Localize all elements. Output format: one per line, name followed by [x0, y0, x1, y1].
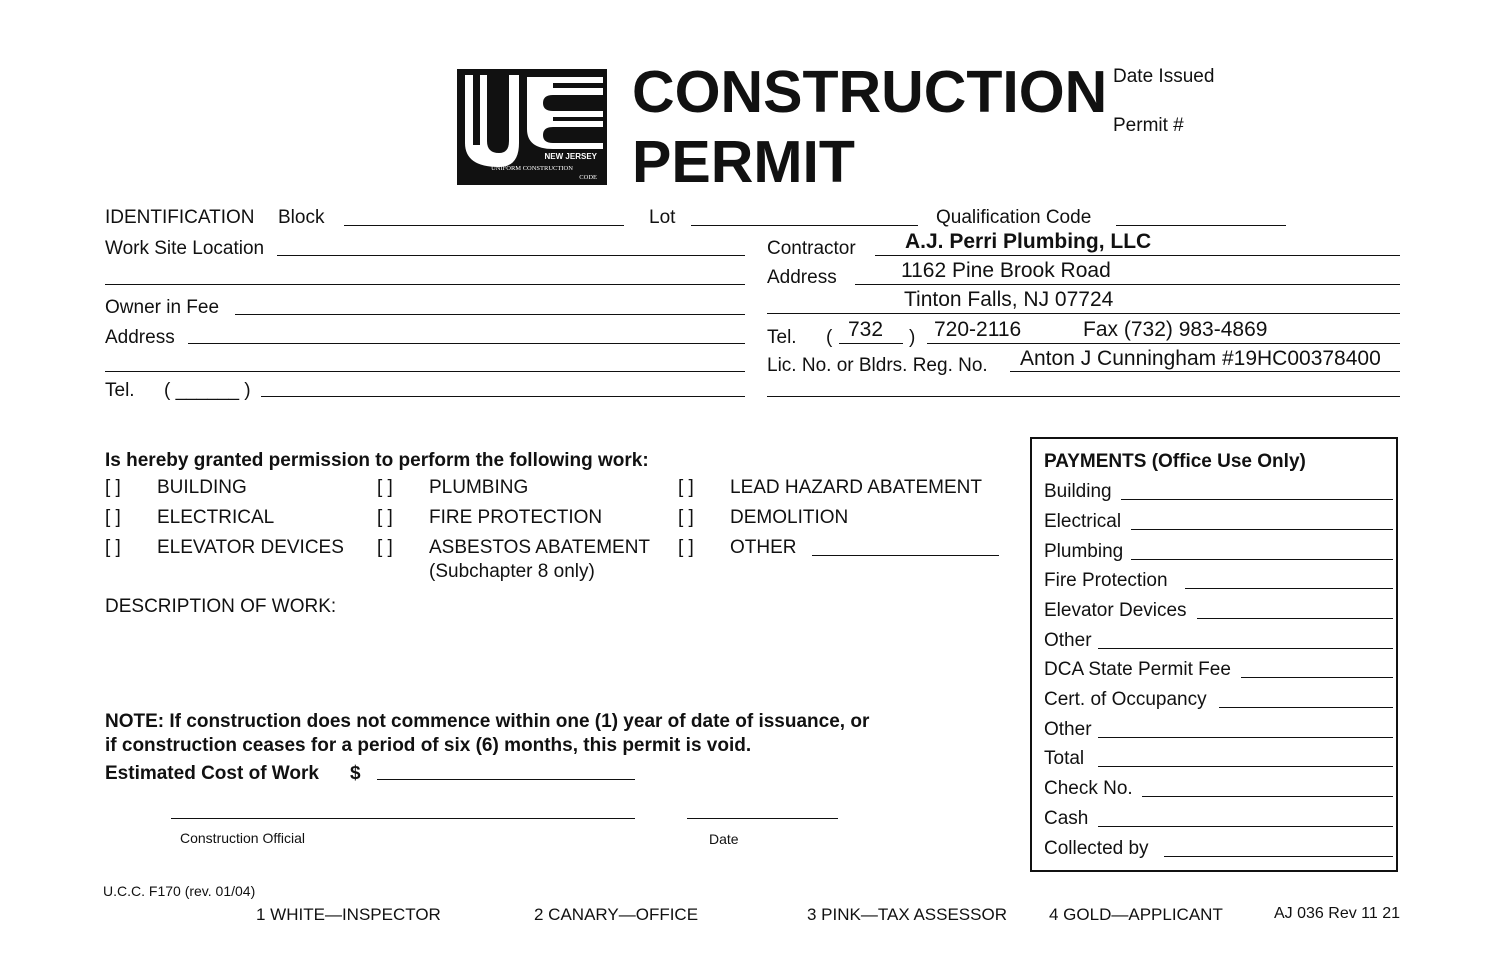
payment-dca-fee-field[interactable]	[1241, 677, 1393, 678]
payment-elevator-field[interactable]	[1197, 618, 1393, 619]
payment-cash-label: Cash	[1044, 808, 1089, 829]
owner-in-fee-field[interactable]	[235, 314, 745, 315]
date-issued-label: Date Issued	[1113, 66, 1215, 87]
contractor-tel-label: Tel.	[767, 327, 797, 348]
payment-fire-protection-label: Fire Protection	[1044, 570, 1168, 591]
signature-date-line[interactable]	[687, 818, 838, 819]
contractor-address-field[interactable]	[855, 284, 1400, 285]
payment-other-label: Other	[1044, 630, 1092, 651]
estimated-cost-field[interactable]	[377, 779, 635, 780]
contractor-extra-field[interactable]	[767, 396, 1400, 397]
contractor-address-label: Address	[767, 267, 837, 288]
contractor-field[interactable]	[875, 255, 1400, 256]
contractor-area-code-field[interactable]	[839, 343, 903, 344]
contractor-name: A.J. Perri Plumbing, LLC	[905, 230, 1152, 253]
payment-electrical-label: Electrical	[1044, 511, 1122, 532]
payment-collected-by-field[interactable]	[1164, 856, 1393, 857]
work-electrical-label: ELECTRICAL	[157, 507, 275, 528]
owner-tel-area: ( ______ )	[164, 380, 251, 401]
owner-address-field[interactable]	[188, 343, 745, 344]
granted-permission-text: Is hereby granted permission to perform the following work:	[105, 450, 649, 471]
checkbox-plumbing[interactable]: [ ]	[377, 477, 393, 498]
title-line-2: PERMIT	[632, 129, 855, 195]
checkbox-building[interactable]: [ ]	[105, 477, 121, 498]
work-other-field[interactable]	[812, 555, 999, 556]
block-field[interactable]	[344, 225, 624, 226]
work-lead-label: LEAD HAZARD ABATEMENT	[730, 477, 982, 498]
payment-elevator-label: Elevator Devices	[1044, 600, 1187, 621]
work-asbestos-label: ASBESTOS ABATEMENT	[429, 537, 651, 558]
checkbox-lead[interactable]: [ ]	[678, 477, 694, 498]
ucc-logo-graphic	[457, 69, 607, 185]
revision-code: AJ 036 Rev 11 21	[1274, 905, 1401, 922]
checkbox-fire-protection[interactable]: [ ]	[377, 507, 393, 528]
note-line-1: NOTE: If construction does not commence within one (1) year of date of issuance, or	[105, 711, 870, 732]
contractor-area-code: 732	[848, 318, 884, 341]
qualification-code-field[interactable]	[1116, 225, 1286, 226]
construction-official-signature-line[interactable]	[171, 818, 635, 819]
payment-other-2-label: Other	[1044, 719, 1092, 740]
owner-tel-label: Tel.	[105, 380, 135, 401]
contractor-phone-field[interactable]	[927, 343, 1400, 344]
logo-text-nj: NEW JERSEY	[544, 152, 597, 161]
checkbox-asbestos[interactable]: [ ]	[377, 537, 393, 558]
payment-check-no-field[interactable]	[1142, 796, 1393, 797]
description-of-work-label: DESCRIPTION OF WORK:	[105, 596, 337, 617]
ucc-logo	[457, 69, 607, 185]
estimated-cost-label: Estimated Cost of Work	[105, 763, 319, 784]
payment-other-2-field[interactable]	[1098, 737, 1393, 738]
license-label: Lic. No. or Bldrs. Reg. No.	[767, 355, 988, 376]
logo-text-ucc: UNIFORM CONSTRUCTION	[491, 165, 573, 172]
work-plumbing-label: PLUMBING	[429, 477, 529, 498]
payment-plumbing-label: Plumbing	[1044, 541, 1124, 562]
payment-total-label: Total	[1044, 748, 1085, 769]
work-fire-protection-label: FIRE PROTECTION	[429, 507, 603, 528]
license-value: Anton J Cunningham #19HC00378400	[1020, 347, 1381, 370]
form-number: U.C.C. F170 (rev. 01/04)	[103, 883, 256, 899]
contractor-address-1: 1162 Pine Brook Road	[901, 259, 1111, 282]
payment-check-no-label: Check No.	[1044, 778, 1133, 799]
checkbox-elevator[interactable]: [ ]	[105, 537, 121, 558]
lot-field[interactable]	[691, 225, 918, 226]
payment-electrical-field[interactable]	[1131, 529, 1393, 530]
owner-address-field-2[interactable]	[105, 371, 745, 372]
tel-paren-close: )	[909, 327, 916, 348]
checkbox-other[interactable]: [ ]	[678, 537, 694, 558]
payments-title: PAYMENTS (Office Use Only)	[1044, 451, 1306, 472]
permit-number-label: Permit #	[1113, 115, 1184, 136]
note-line-2: if construction ceases for a period of six (6) months, this permit is void.	[105, 735, 752, 756]
title-line-1: CONSTRUCTION	[632, 59, 1108, 125]
work-elevator-label: ELEVATOR DEVICES	[157, 537, 344, 558]
payment-other-field[interactable]	[1098, 648, 1393, 649]
payment-plumbing-field[interactable]	[1131, 559, 1393, 560]
payment-dca-fee-label: DCA State Permit Fee	[1044, 659, 1231, 680]
work-demolition-label: DEMOLITION	[730, 507, 849, 528]
contractor-phone: 720-2116	[934, 318, 1022, 341]
copy-pink-tax-assessor: 3 PINK—TAX ASSESSOR	[807, 905, 1007, 924]
payment-cert-occupancy-field[interactable]	[1219, 707, 1393, 708]
tel-paren-open: (	[826, 327, 833, 348]
work-site-location-label: Work Site Location	[105, 238, 265, 259]
construction-official-label: Construction Official	[180, 830, 306, 846]
contractor-address-field-2[interactable]	[767, 313, 1400, 314]
work-other-label: OTHER	[730, 537, 797, 558]
contractor-fax: Fax (732) 983-4869	[1083, 318, 1268, 341]
work-site-location-field[interactable]	[277, 255, 745, 256]
logo-text-code: CODE	[579, 174, 597, 181]
owner-in-fee-label: Owner in Fee	[105, 297, 220, 318]
signature-date-label: Date	[709, 831, 739, 847]
contractor-label: Contractor	[767, 238, 856, 259]
payment-total-field[interactable]	[1098, 766, 1393, 767]
contractor-address-2: Tinton Falls, NJ 07724	[904, 288, 1114, 311]
payment-cert-occupancy-label: Cert. of Occupancy	[1044, 689, 1207, 710]
copy-gold-applicant: 4 GOLD—APPLICANT	[1049, 905, 1223, 924]
dollar-sign: $	[350, 763, 361, 784]
payment-building-label: Building	[1044, 481, 1112, 502]
payment-collected-by-label: Collected by	[1044, 838, 1149, 859]
checkbox-demolition[interactable]: [ ]	[678, 507, 694, 528]
license-field[interactable]	[1010, 371, 1400, 372]
identification-label: IDENTIFICATION	[105, 207, 255, 228]
payment-fire-protection-field[interactable]	[1185, 588, 1393, 589]
owner-address-label: Address	[105, 327, 175, 348]
payment-building-field[interactable]	[1121, 499, 1393, 500]
block-label: Block	[278, 207, 325, 228]
work-site-location-field-2[interactable]	[105, 284, 745, 285]
lot-label: Lot	[649, 207, 676, 228]
qualification-code-label: Qualification Code	[936, 207, 1092, 228]
copy-canary-office: 2 CANARY—OFFICE	[534, 905, 699, 924]
owner-tel-field[interactable]	[261, 396, 745, 397]
work-building-label: BUILDING	[157, 477, 247, 498]
asbestos-note: (Subchapter 8 only)	[429, 561, 595, 582]
copy-white-inspector: 1 WHITE—INSPECTOR	[256, 905, 441, 924]
checkbox-electrical[interactable]: [ ]	[105, 507, 121, 528]
payment-cash-field[interactable]	[1098, 826, 1393, 827]
